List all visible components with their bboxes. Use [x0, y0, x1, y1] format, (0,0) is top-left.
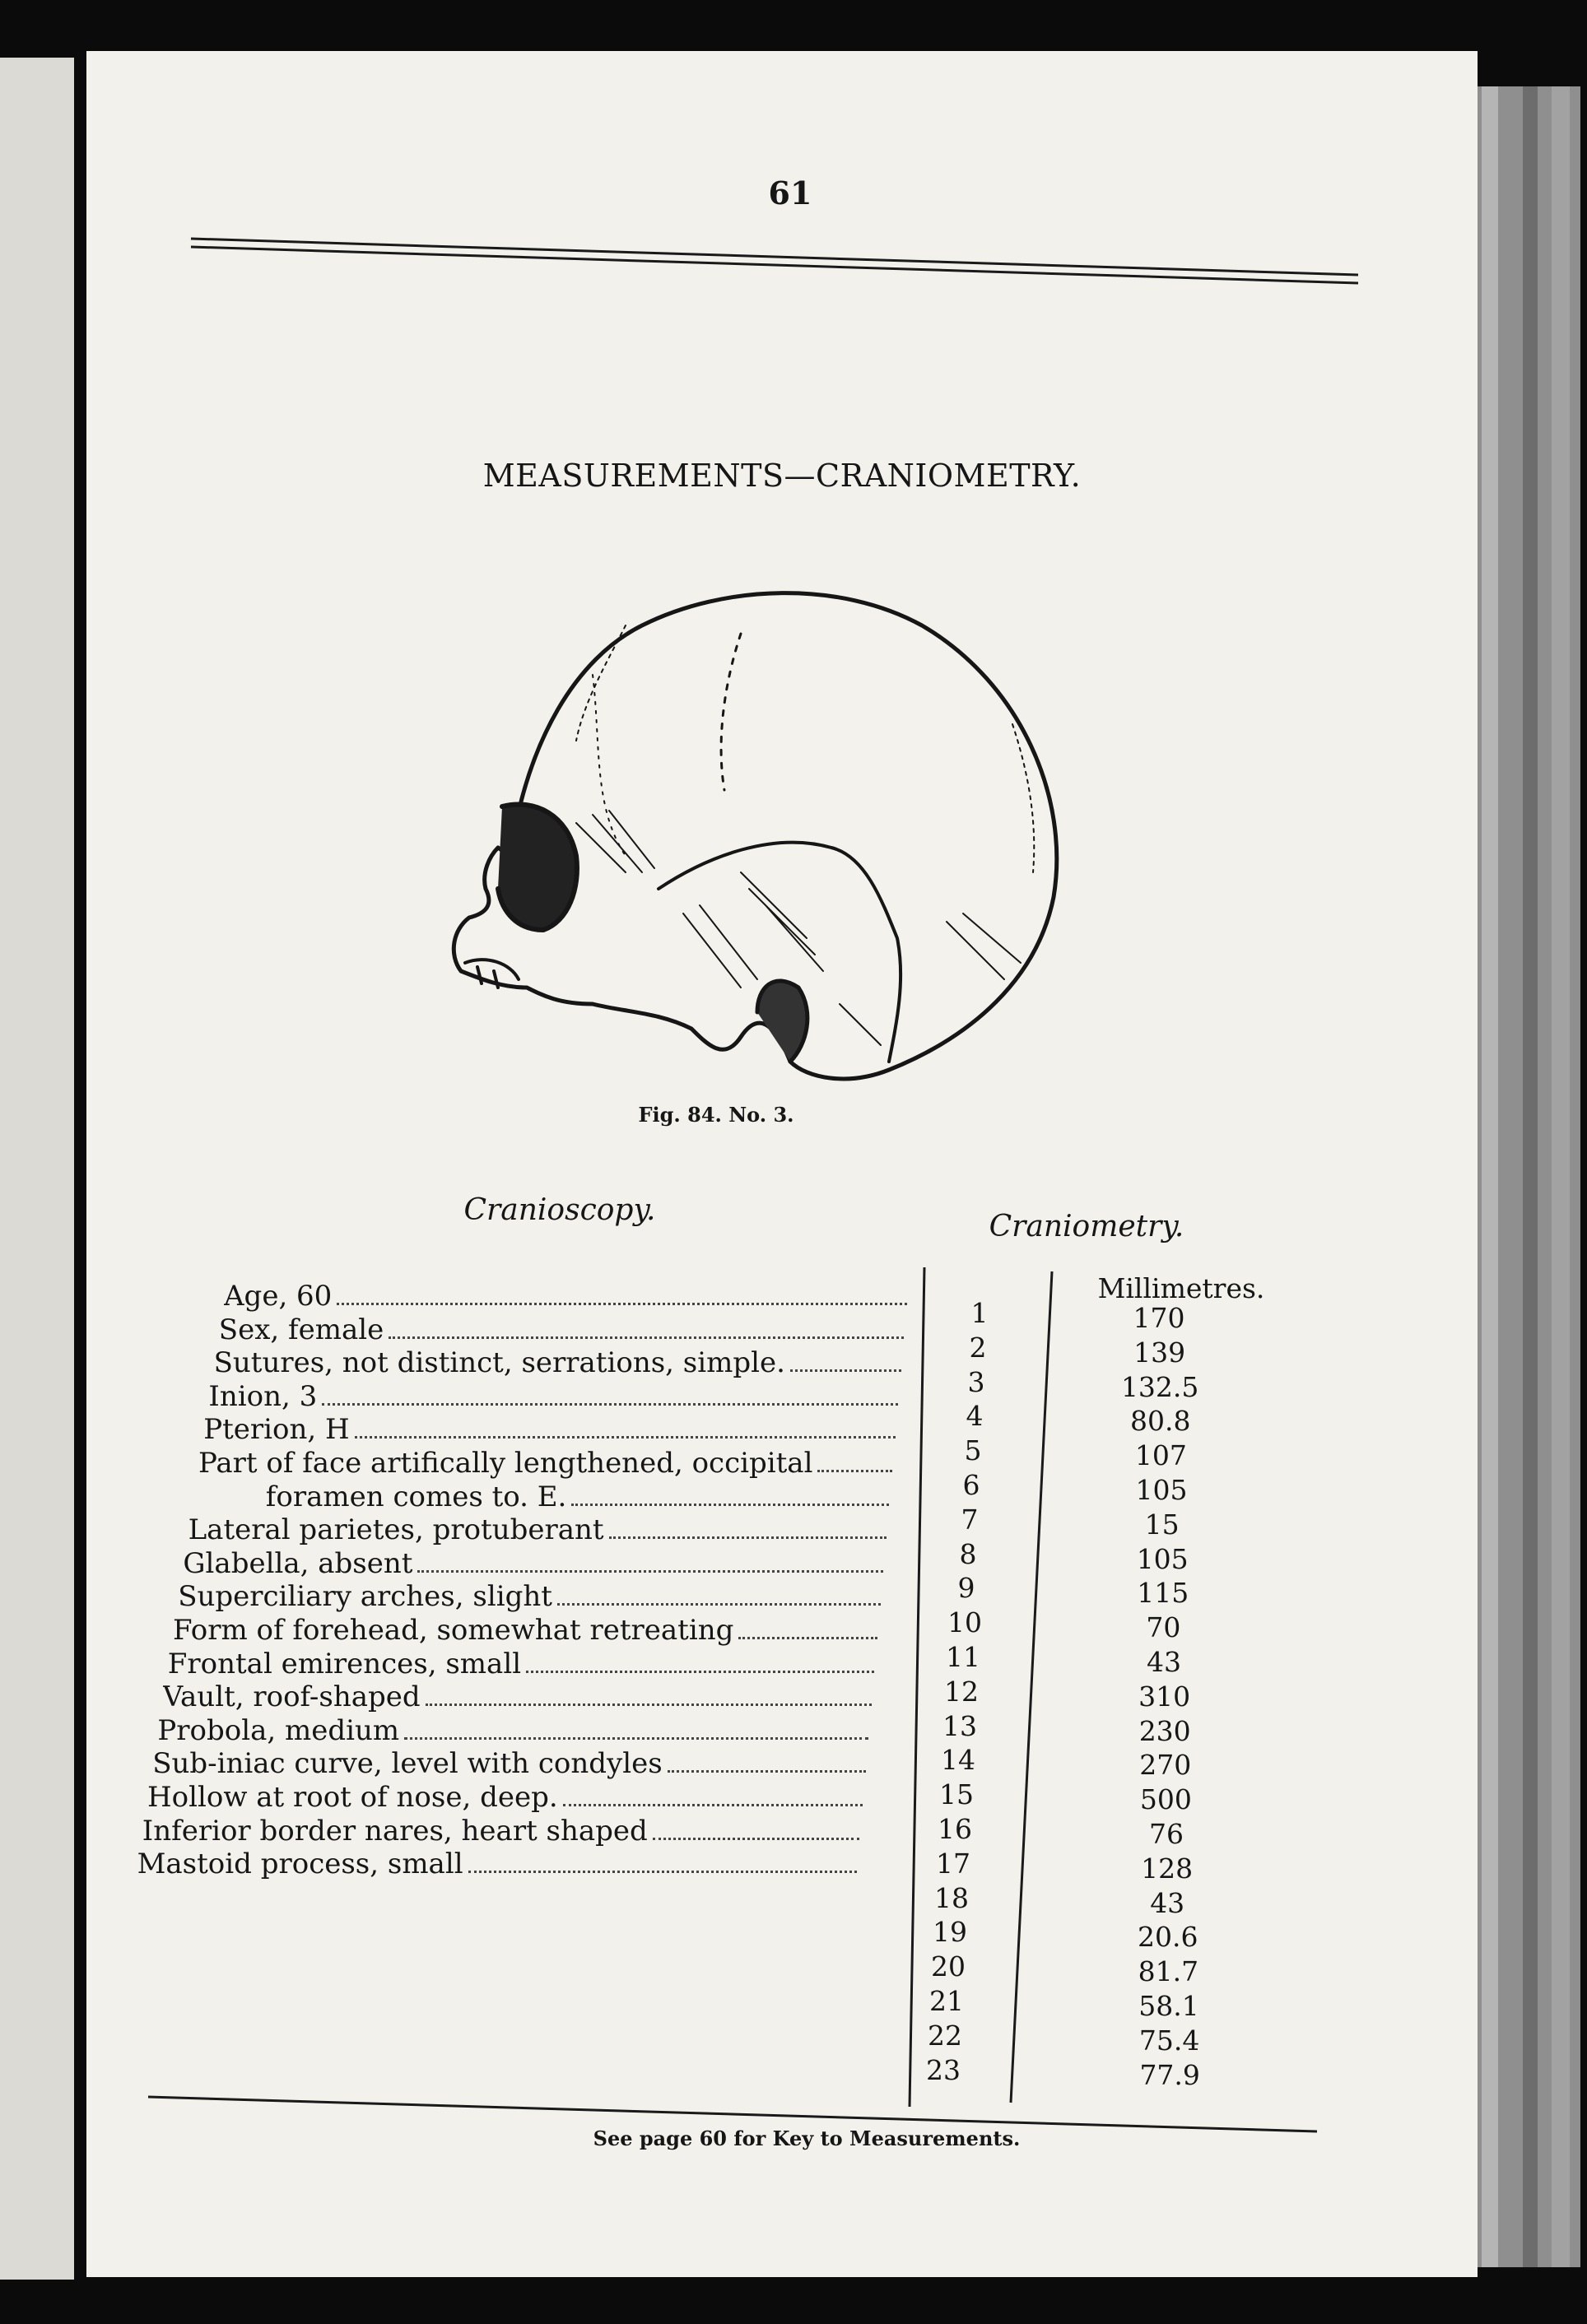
measurement-number: 18 — [934, 1881, 969, 1914]
measurement-number: 7 — [961, 1503, 979, 1536]
measurement-value: 139 — [1133, 1336, 1186, 1369]
cranioscopy-entry — [168, 1648, 875, 1680]
cranioscopy-entry-label: Mastoid process, small — [137, 1848, 463, 1881]
measurement-number: 20 — [931, 1950, 966, 1983]
cranioscopy-entry-label: Pterion, H — [203, 1413, 350, 1447]
cranioscopy-entry-label: Glabella, absent — [183, 1546, 413, 1580]
measurement-value: 107 — [1134, 1439, 1187, 1472]
measurement-number: 2 — [969, 1331, 987, 1364]
cranioscopy-entry-label: Sub-iniac curve, level with condyles — [152, 1747, 663, 1781]
measurement-number: 12 — [944, 1675, 979, 1708]
measurement-number: 22 — [928, 2019, 962, 2052]
cranioscopy-entry — [152, 1747, 865, 1780]
measurement-number: 10 — [947, 1606, 982, 1639]
measurement-number: 3 — [967, 1365, 985, 1398]
cranioscopy-entry-label: Inion, 3 — [208, 1379, 318, 1413]
cranioscopy-entry — [198, 1447, 892, 1480]
cranioscopy-entry — [157, 1714, 868, 1747]
cranioscopy-entry — [266, 1480, 890, 1513]
dot-leader — [557, 1603, 881, 1606]
cranioscopy-entry — [188, 1513, 887, 1546]
measurement-value: 80.8 — [1130, 1405, 1191, 1438]
measurement-unit: Millimetres. — [1097, 1272, 1265, 1304]
cranioscopy-entry-label: Part of face artifically lengthened, occipital — [198, 1447, 813, 1480]
cranioscopy-entry — [178, 1580, 880, 1613]
dot-leader — [337, 1303, 907, 1305]
measurement-number: 23 — [926, 2053, 961, 2086]
dot-leader — [404, 1737, 868, 1740]
dot-leader — [468, 1871, 857, 1873]
dot-leader — [426, 1703, 872, 1706]
left-page-edge — [0, 58, 74, 2280]
measurement-value: 81.7 — [1138, 1955, 1199, 1988]
measurement-number: 21 — [929, 1985, 964, 2017]
measurement-value: 115 — [1137, 1577, 1189, 1610]
measurement-value: 170 — [1133, 1302, 1185, 1334]
measurement-value: 75.4 — [1138, 2024, 1200, 2057]
measurement-value: 105 — [1135, 1474, 1188, 1506]
measurement-value: 128 — [1141, 1852, 1194, 1885]
measurement-value: 270 — [1139, 1749, 1192, 1782]
cranioscopy-entry-label: Inferior border nares, heart shaped — [142, 1814, 648, 1848]
dot-leader — [389, 1336, 904, 1339]
cranioscopy-entry-label: Lateral parietes, protuberant — [188, 1513, 604, 1547]
cranioscopy-entry-label: Sex, female — [218, 1313, 384, 1346]
measurement-value: 20.6 — [1138, 1921, 1198, 1954]
cranioscopy-entry — [163, 1680, 872, 1713]
measurement-number: 5 — [964, 1434, 982, 1467]
dot-leader — [609, 1536, 887, 1539]
measurement-value: 15 — [1144, 1508, 1180, 1541]
measurement-number: 4 — [966, 1400, 984, 1433]
measurement-number: 6 — [962, 1469, 980, 1501]
dot-leader — [790, 1369, 901, 1372]
cranioscopy-entry — [173, 1614, 877, 1647]
cranioscopy-entry — [214, 1346, 901, 1379]
cranioscopy-entry — [147, 1781, 863, 1814]
craniometry-heading: Craniometry. — [989, 1210, 1184, 1243]
measurement-number: 16 — [938, 1813, 972, 1845]
measurement-number: 11 — [946, 1641, 980, 1673]
paper-page — [86, 51, 1478, 2277]
measurement-value: 70 — [1146, 1611, 1181, 1644]
measurement-value: 310 — [1138, 1680, 1191, 1713]
cranioscopy-entry — [137, 1848, 857, 1880]
measurement-value: 230 — [1138, 1714, 1191, 1747]
measurement-value: 500 — [1139, 1783, 1192, 1816]
dot-leader — [738, 1637, 877, 1639]
dot-leader — [653, 1838, 860, 1840]
page-number: 61 — [768, 174, 812, 211]
cranioscopy-entry-label: foramen comes to. E. — [265, 1480, 567, 1513]
dot-leader — [563, 1804, 863, 1806]
measurement-number: 1 — [970, 1297, 989, 1329]
cranioscopy-entry — [203, 1413, 895, 1446]
cranioscopy-entry — [219, 1313, 905, 1346]
cranioscopy-entry-label: Superciliary arches, slight — [178, 1580, 552, 1614]
cranioscopy-entry-label: Sutures, not distinct, serrations, simple. — [213, 1346, 785, 1380]
measurement-number: 9 — [957, 1572, 975, 1605]
measurement-number: 17 — [936, 1847, 970, 1880]
measurement-value: 58.1 — [1138, 1990, 1199, 2022]
cranioscopy-heading: Cranioscopy. — [463, 1193, 656, 1227]
dot-leader — [355, 1436, 896, 1439]
cranioscopy-entry-label: Vault, roof-shaped — [162, 1680, 421, 1714]
dot-leader — [417, 1570, 883, 1573]
dot-leader — [571, 1504, 889, 1506]
cranioscopy-entry — [224, 1280, 907, 1313]
cranioscopy-entry-label: Form of forehead, somewhat retreating — [173, 1614, 734, 1647]
cranioscopy-entry-label: Probola, medium — [157, 1713, 400, 1747]
cranioscopy-entry — [142, 1815, 860, 1848]
dot-leader — [817, 1470, 892, 1472]
dot-leader — [526, 1671, 874, 1673]
measurement-value: 105 — [1136, 1542, 1189, 1575]
measurement-value: 76 — [1149, 1818, 1184, 1850]
dot-leader — [322, 1403, 898, 1406]
measurement-value: 77.9 — [1139, 2058, 1200, 2091]
measurement-value: 43 — [1147, 1646, 1181, 1678]
figure-caption: Fig. 84. No. 3. — [638, 1103, 794, 1127]
cranioscopy-entry-label: Age, 60 — [224, 1280, 333, 1313]
measurement-number: 8 — [959, 1537, 977, 1570]
page-title: MEASUREMENTS—CRANIOMETRY. — [482, 458, 1082, 494]
footnote: See page 60 for Key to Measurements. — [593, 2126, 1021, 2150]
measurement-number: 15 — [939, 1778, 974, 1811]
cranioscopy-entry — [183, 1547, 883, 1580]
measurement-value: 43 — [1150, 1886, 1185, 1919]
measurement-number: 13 — [942, 1709, 977, 1742]
measurement-number: 14 — [941, 1744, 975, 1777]
cranioscopy-entry-label: Hollow at root of nose, deep. — [147, 1781, 558, 1814]
measurement-number: 19 — [933, 1916, 967, 1949]
dot-leader — [668, 1770, 866, 1773]
cranioscopy-entry-label: Frontal emirences, small — [167, 1647, 522, 1680]
cranioscopy-entry — [208, 1380, 898, 1413]
measurement-value: 132.5 — [1120, 1370, 1199, 1403]
